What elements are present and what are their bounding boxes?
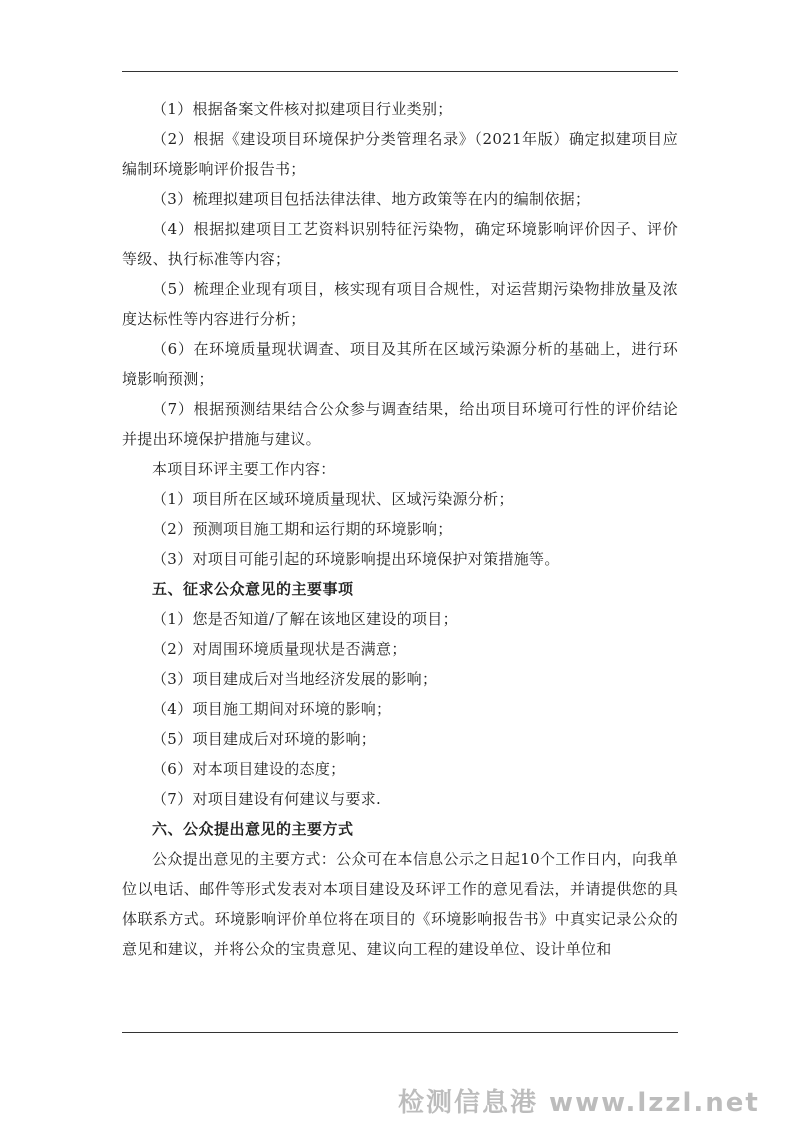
- list-item: （1）您是否知道/了解在该地区建设的项目；: [152, 610, 458, 628]
- list-item: （3）梳理拟建项目包括法律法律、地方政策等在内的编制依据；: [152, 190, 591, 208]
- document-body: [122, 94, 678, 964]
- list-item: （2）对周围环境质量现状是否满意；: [152, 640, 407, 658]
- list-item: （4）根据拟建项目工艺资料识别特征污染物，确定环境影响评价因子、评价等级、执行标准等内容；: [122, 220, 678, 268]
- watermark-logo: 检测信息港 www.lzzl.net: [398, 1088, 760, 1118]
- list-item: （1）根据备案文件核对拟建项目行业类别；: [152, 100, 453, 118]
- list-item: （3）项目建成后对当地经济发展的影响；: [152, 670, 438, 688]
- list-item: （5）项目建成后对环境的影响；: [152, 730, 377, 748]
- section-heading-6: 六、公众提出意见的主要方式: [152, 820, 354, 838]
- header-rule: [122, 71, 678, 72]
- list-item: （6）对本项目建设的态度；: [152, 760, 346, 778]
- list-item: （7）根据预测结果结合公众参与调查结果，给出项目环境可行性的评价结论并提出环境保护措施与建议。: [122, 400, 678, 448]
- list-item: （7）对项目建设有何建议与要求.: [152, 790, 382, 808]
- final-paragraph: 公众提出意见的主要方式：公众可在本信息公示之日起10个工作日内，向我单位以电话、邮件等形式发表对本项目建设及环评工作的意见看法，并请提供您的具体联系方式。环境影响评价单位将在项目的《环境影响报告书》中真实记录公众的意见和建议，并将公众的宝贵意见、建议向工程的建设单位、设计单位和: [122, 850, 678, 958]
- section-heading-5: 五、征求公众意见的主要事项: [152, 580, 354, 598]
- list-item: （5）梳理企业现有项目，核实现有项目合规性，对运营期污染物排放量及浓度达标性等内容进行分析；: [122, 280, 678, 328]
- main-work-title: 本项目环评主要工作内容：: [152, 460, 336, 478]
- list-item: （1）项目所在区域环境质量现状、区域污染源分析；: [152, 490, 514, 508]
- list-item: （6）在环境质量现状调查、项目及其所在区域污染源分析的基础上，进行环境影响预测；: [122, 340, 678, 388]
- list-item: （4）项目施工期间对环境的影响；: [152, 700, 392, 718]
- list-item: （2）根据《建设项目环境保护分类管理名录》（2021年版）确定拟建项目应编制环境影响评价报告书；: [122, 130, 678, 178]
- footer-rule: [122, 1032, 678, 1033]
- list-item: （2）预测项目施工期和运行期的环境影响；: [152, 520, 453, 538]
- list-item: （3）对项目可能引起的环境影响提出环境保护对策措施等。: [152, 550, 560, 568]
